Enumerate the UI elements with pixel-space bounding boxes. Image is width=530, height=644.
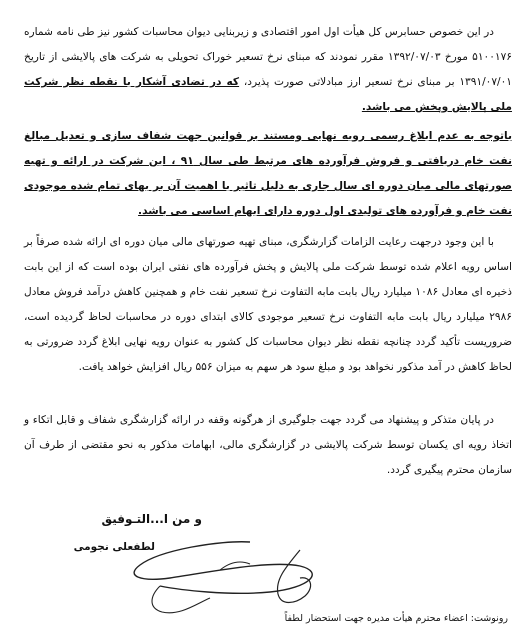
closing-phrase: و من ا...التـوفیق: [101, 512, 202, 526]
paragraph-auditor-notice-text: در این خصوص حسابرس کل هیأت اول امور اقتصادی و زیربنایی دیوان محاسبات کشور نیز طی نامه شماره ۵۱۰۰۱۷۶ مورخ ۱۳۹۲/۰۷/۰۳ مقرر نمودند که مبنای نرخ تسعیر خوراک تحویلی به شرکت های پالایشی از تاریخ ۱۳۹۱/۰۷/۰۱ بر مبنای نرخ تسعیر ارز مبادلاتی صورت پذیرد،: [24, 26, 512, 88]
paragraph-auditor-notice: [24, 20, 512, 120]
paragraph-reporting-basis: با این وجود درجهت رعایت الزامات گزارشگری، مبنای تهیه صورتهای مالی میان دوره ای ارائه شده صرفاً بر اساس رویه اعلام شده توسط شرکت ملی پالایش و پخش فرآورده های نفتی ایران بوده است که از این بابت ذخیره ای معادل ۱۰۸۶ میلیارد ریال بابت مابه التفاوت نرخ تسعیر نفت خام و همچنین کاهش درآمد فروش معادل ۲۹۸۶ میلیارد ریال بابت مابه التفاوت نرخ تسعیر موجودی کالای ابتدای دوره در محاسبات لحاظ گردیده است، ضروریست تأکید گردد چنانچه نقطه نظر دیوان محاسبات کل کشور به عنوان رویه نهایی ابلاغ گردد ضرورتی به لحاظ کاهش در آمد مذکور نخواهد بود و مبلغ سود هر سهم به میزان ۵۵۶ ریال افزایش خواهد یافت.: [24, 236, 513, 373]
copy-recipients: رونوشت: اعضاء محترم هیأت مدیره جهت استحضار لطفاً: [284, 613, 508, 624]
paragraph-auditor-notice-emphasis: که در تضادی آشکار با نقطه نظر شرکت ملی پالایش وپخش می باشد.: [24, 76, 512, 113]
signatory-name: لطفعلی نجومی: [73, 541, 155, 553]
paragraph-conclusion: در پایان متذکر و پیشنهاد می گردد جهت جلوگیری از هرگونه وقفه در ارائه گزارشگری شفاف و قابل اتکاء و اتخاذ رویه ای یکسان توسط شرکت پالایشی در گزارشگری مالی، ابهامات مذکور به نحو مقتضی از طرف آن سازمان محترم پیگیری گردد.: [24, 414, 512, 476]
paragraph-ambiguity-notice: باتوجه به عدم ابلاغ رسمی رویه نهایی ومستند بر قوانین جهت شفاف سازی و تعدیل مبالغ نفت خام دریافتی و فروش فرآورده های مرتبط طی سال ۹۱ ، این شرکت در ارائه و تهیه صورتهای مالی میان دوره ای سال جاری به دلیل تاثیر با اهمیت آن بر بهای تمام شده موجودی نفت خام و فرآورده های تولیدی اول دوره دارای ابهام اساسی می باشد.: [24, 130, 512, 217]
